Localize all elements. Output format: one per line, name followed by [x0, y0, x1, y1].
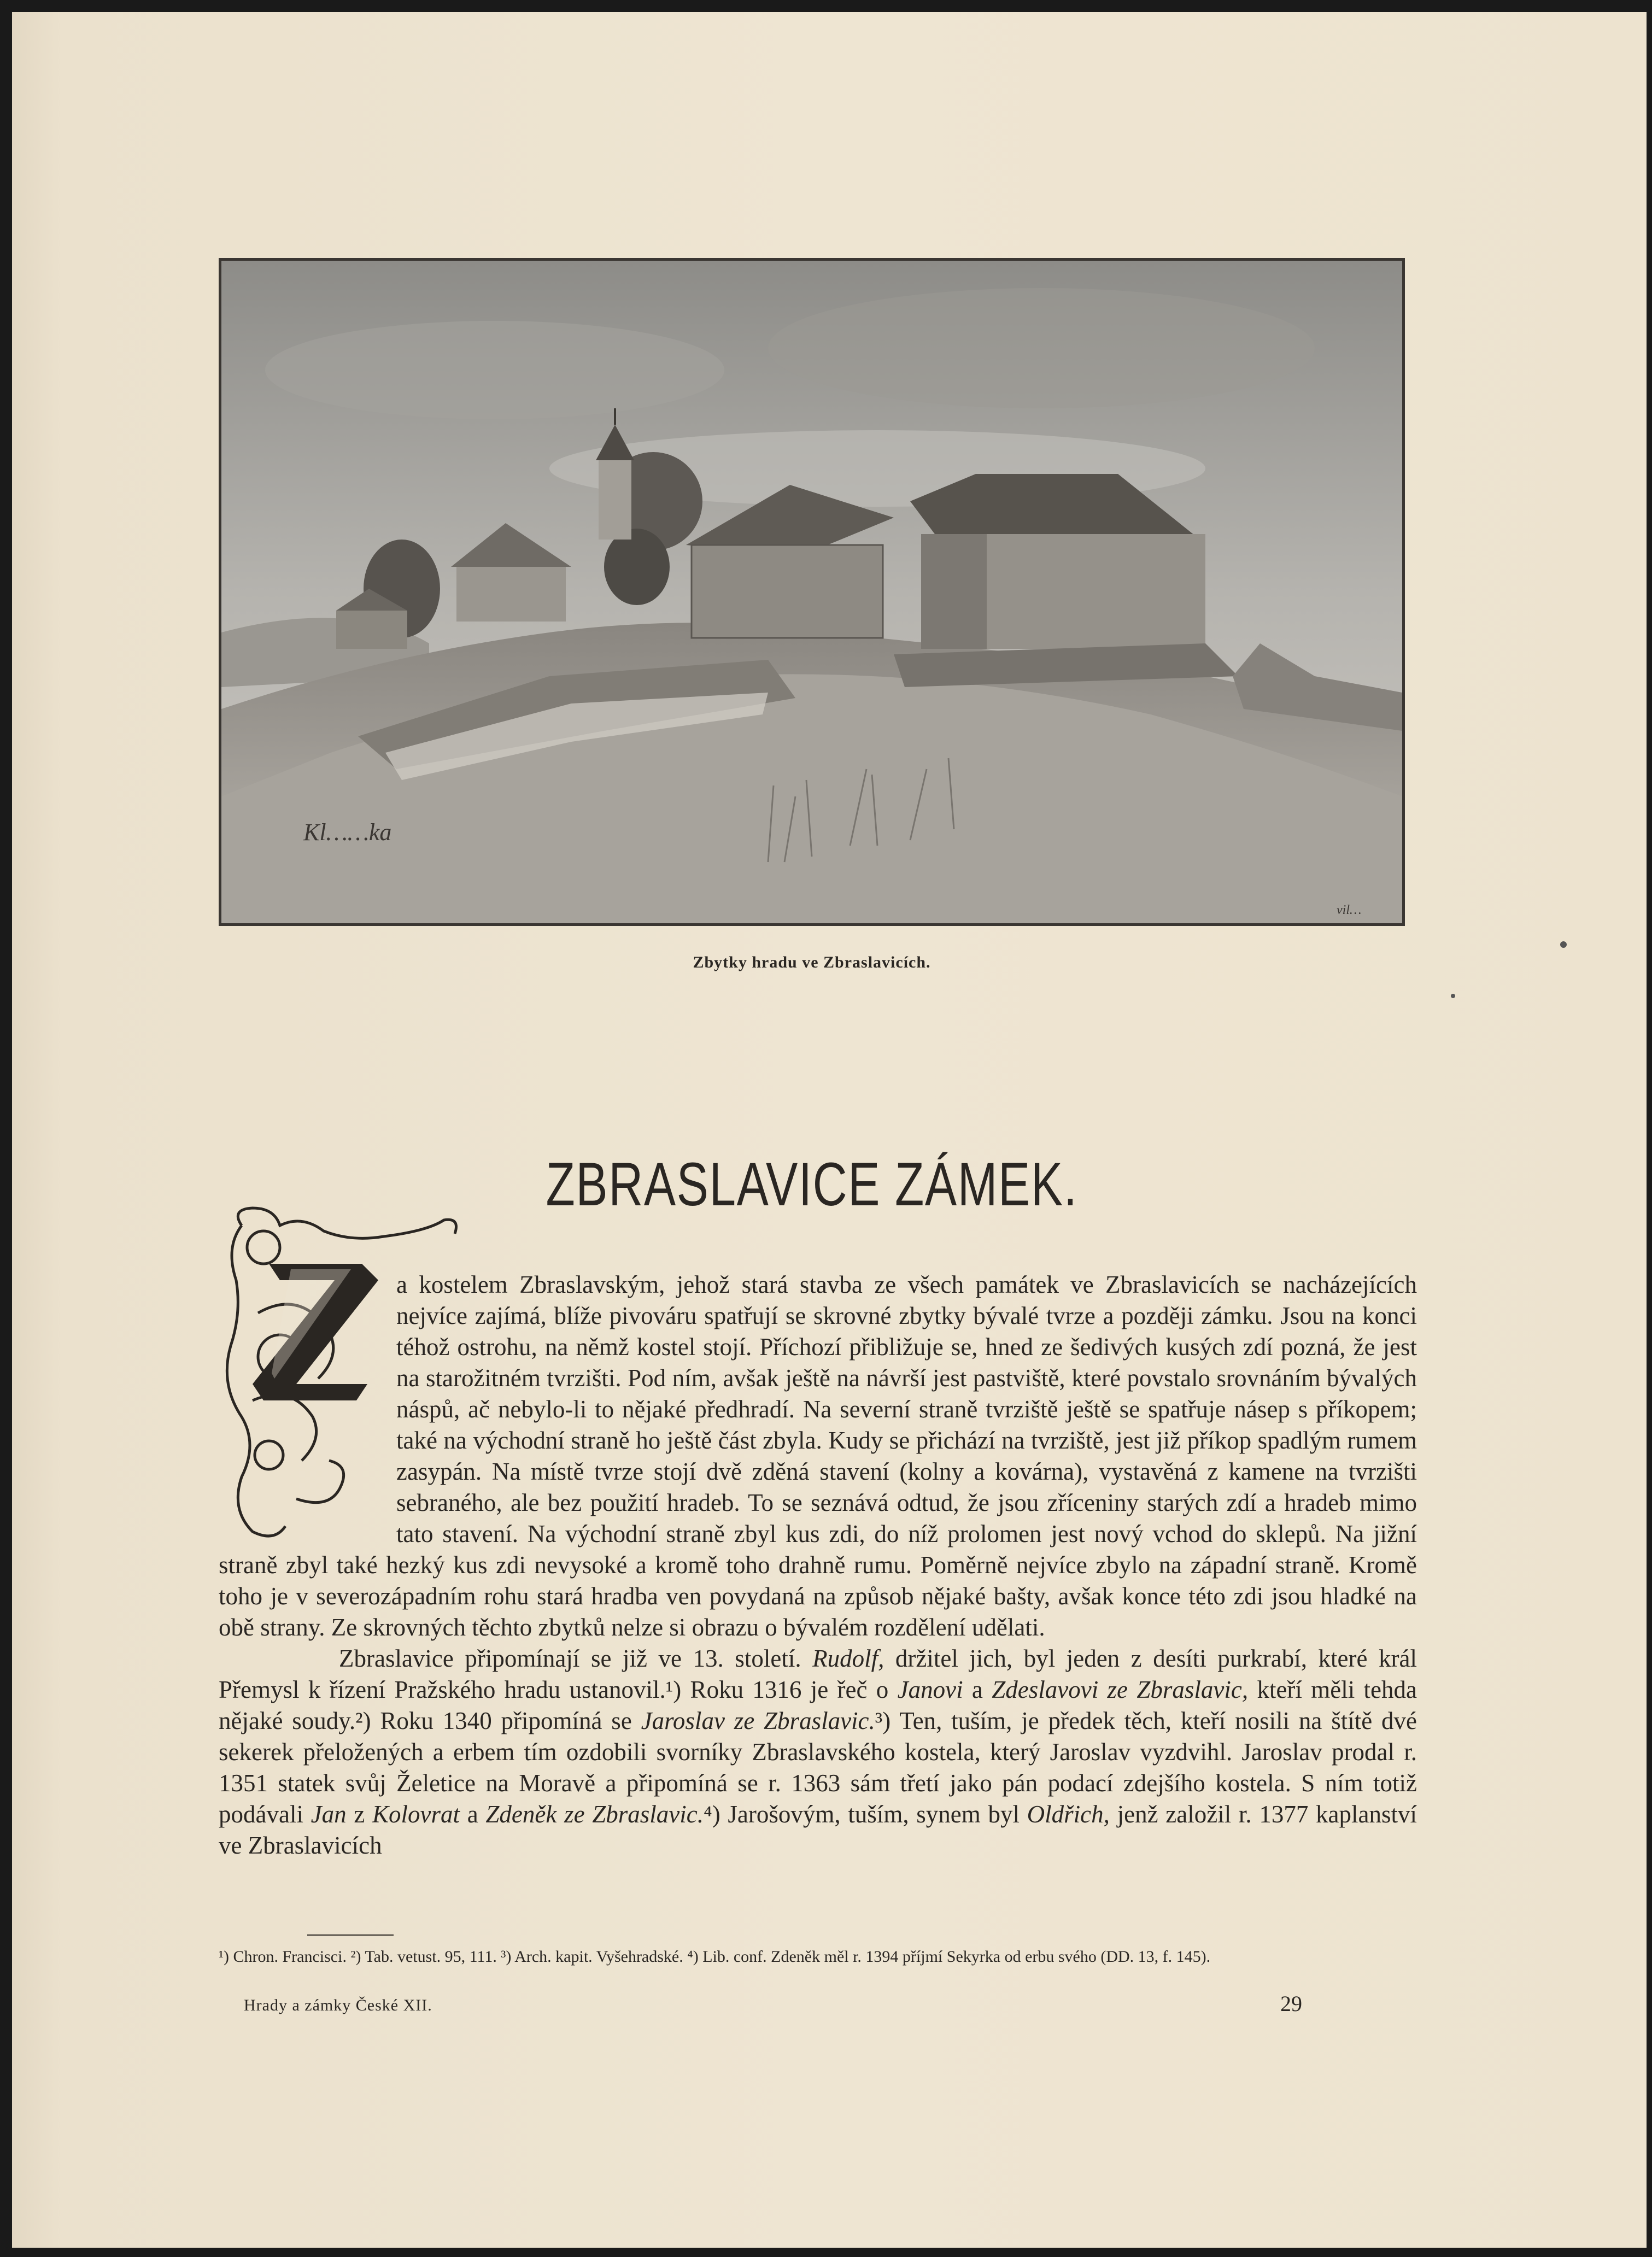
castle-ruins-illustration	[219, 258, 1405, 926]
speck	[1560, 941, 1567, 948]
p2-name: Janovi	[897, 1676, 963, 1703]
paragraph-2	[219, 1643, 1417, 1861]
p2-text: Zbraslavice připomínají se již ve 13. století.	[339, 1645, 813, 1672]
p2-text: a	[963, 1676, 992, 1703]
p2-text: kteří měli tehda nějaké soudy.²) Roku 1340 připomíná se	[219, 1676, 1417, 1734]
chapter-title: ZBRASLAVICE ZÁMEK.	[546, 1150, 1078, 1218]
engraver-signature: vil…	[1337, 903, 1362, 917]
paragraph-1-text: a kostelem Zbraslavským, jehož stará stavba ze všech památek ve Zbraslavicích se nacházejících nejvíce zajímá, blíže pivováru spatřují se skrovné zbytky bývalé tvrze a později zámku. Jsou na konci téhož ostrohu, na němž kostel stojí. Příchozí přibližuje se, hned ze šedivých kusých zdí pozná, že jest na starožitném tvrzišti. Pod ním, avšak ještě na návrší jest pastviště, které povstalo srovnáním bývalých náspů, ač nebylo-li to nějaké předhradí. Na severní straně tvrziště ještě se spatřuje násep s příkopem; také na východní straně ho ještě část zbyla. Kudy se přichází na tvrziště, jest již příkop spadlým rumem zasypán. Na místě tvrze stojí dvě zděná stavení (kolny a kovárna), vystavěná z kamene na tvrzišti sebraného, ale bez použití hradeb. To se seznává odtud, že jsou zříceniny starých zdí a hradeb mimo tato stavení. Na východní straně zbyl kus zdi, do níž prolomen jest nový vchod do sklepů. Na jižní straně zbyl také hezký kus zdi nevysoké a kromě toho drahně rumu. Poměrně nejvíce zbylo na západní straně. Kromě toho je v severozápadním rohu stará hradba ven povydaná na způsob nějaké bašty, avšak konce této zdi jsou hladké na obě strany. Ze skrovných těchto zbytků nelze si obrazu o bývalém rozdělení udělati.	[219, 1271, 1417, 1641]
p2-name: Jaroslav ze Zbraslavic.	[641, 1707, 875, 1734]
page-number: 29	[1280, 1991, 1302, 2016]
book-page	[12, 12, 1647, 2248]
footnote-rule	[307, 1934, 394, 1936]
p2-name: Zdeslavovi ze Zbraslavic,	[992, 1676, 1249, 1703]
p2-text: a	[460, 1801, 486, 1828]
p2-name: Zdeněk ze Zbraslavic.	[485, 1801, 704, 1828]
p2-text: držitel jich, byl jeden z desíti purkrabí, které král Přemysl k řízení Pražského hradu ustanovil.¹) Roku 1316 je řeč o	[219, 1645, 1417, 1703]
p2-text: jenž založil r. 1377 kaplanství ve Zbraslavicích	[219, 1801, 1417, 1859]
paragraph-1	[219, 1269, 1417, 1643]
p2-text: ³) Ten, tuším, je předek těch, kteří nosili na štítě dvé sekerek přeložených a erbem tím ozdobili svorníky Zbraslavského kostela, který Jaroslav vyzdvihl. Jaroslav prodal r. 1351 statek svůj Želetice na Moravě a připomíná se r. 1363 sám třetí jako pán podací zdejšího kostela. S ním totiž podávali	[219, 1707, 1417, 1828]
landscape-drawing	[221, 261, 1402, 923]
p2-name: Oldřich,	[1027, 1801, 1110, 1828]
p2-name: Jan	[311, 1801, 347, 1828]
p2-text: z	[346, 1801, 373, 1828]
illustration-caption: Zbytky hradu ve Zbraslavicích.	[693, 953, 931, 971]
p2-name: Kolovrat	[372, 1801, 460, 1828]
artist-signature: Kl……ka	[303, 819, 392, 846]
book-signature: Hrady a zámky České XII.	[244, 1996, 432, 2014]
speck	[1451, 994, 1455, 998]
footnotes: ¹) Chron. Francisci. ²) Tab. vetust. 95, 111. ³) Arch. kapit. Vyšehradské. ⁴) Lib. conf. Zdeněk měl r. 1394 příjmí Sekyrka od erbu svého (DD. 13, f. 145).	[219, 1948, 1211, 1966]
p2-text: ⁴) Jarošovým, tuším, synem byl	[704, 1801, 1027, 1828]
p2-name: Rudolf,	[812, 1645, 884, 1672]
main-text	[219, 1269, 1417, 1861]
